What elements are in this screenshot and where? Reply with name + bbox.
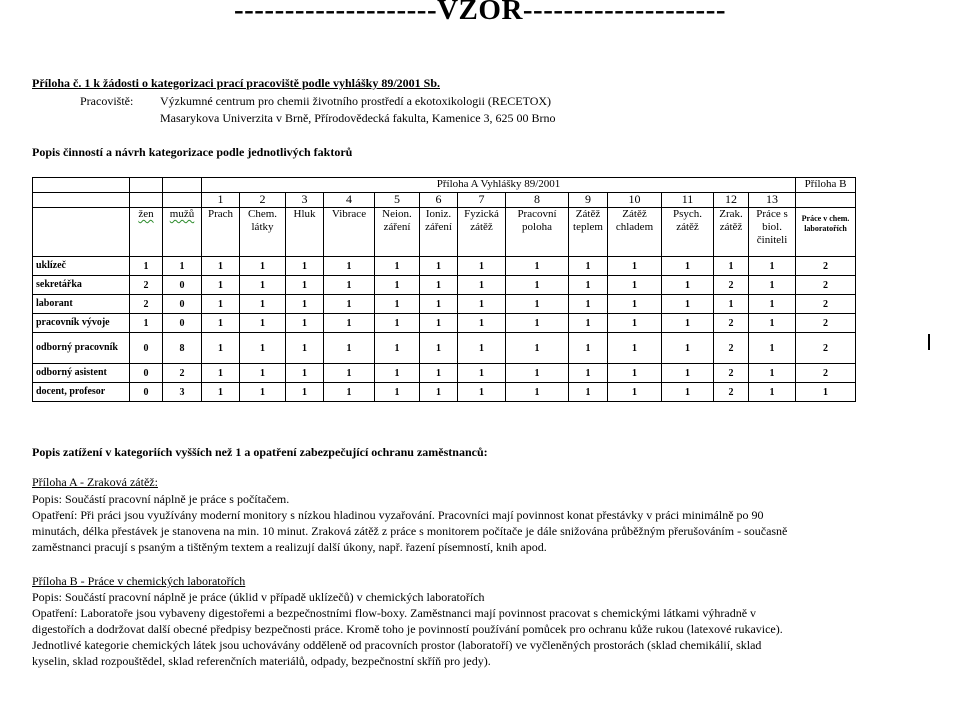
annex-b-cell: 2 bbox=[796, 314, 856, 333]
factor-number: 9 bbox=[569, 193, 608, 208]
table-row bbox=[33, 295, 856, 314]
annex-a-line: Opatření: Při práci jsou využívány moderní monitory s nízkou hladinou vyzařování. Pracovníci mají povinnost konat přestávky v práci minimálně po 90 bbox=[32, 508, 764, 522]
category-cell: 1 bbox=[420, 314, 458, 333]
category-cell: 1 bbox=[506, 314, 569, 333]
category-cell: 1 bbox=[569, 257, 608, 276]
activity-cell: sekretářka bbox=[33, 276, 130, 295]
category-cell: 1 bbox=[506, 257, 569, 276]
categorization-table bbox=[32, 177, 856, 402]
category-cell: 1 bbox=[714, 257, 749, 276]
category-cell: 1 bbox=[749, 276, 796, 295]
annex-b-line: Popis: Součástí pracovní náplně je práce (úklid v případě uklízečů) v chemických laboratořích bbox=[32, 590, 485, 604]
annex-b-title: Příloha B - Práce v chemických laboratořích bbox=[32, 574, 246, 588]
workplace-label: Pracoviště: bbox=[80, 94, 134, 108]
category-cell: 2 bbox=[714, 383, 749, 402]
category-cell: 1 bbox=[569, 364, 608, 383]
category-cell: 1 bbox=[749, 314, 796, 333]
category-cell: 1 bbox=[324, 314, 375, 333]
category-cell: 1 bbox=[420, 364, 458, 383]
annex-b-cell: 2 bbox=[796, 257, 856, 276]
category-cell: 1 bbox=[324, 333, 375, 364]
annex-a-line: minutách, délka přestávek je stanovena na min. 10 minut. Zraková zátěž z práce s monitorem počítače je dále snižována průběžným přerušováním - současně bbox=[32, 524, 788, 538]
document-title: Příloha č. 1 k žádosti o kategorizaci prací pracoviště podle vyhlášky 89/2001 Sb. bbox=[32, 76, 440, 90]
annex-b-cell: 2 bbox=[796, 364, 856, 383]
category-cell: 2 bbox=[714, 276, 749, 295]
category-cell: 1 bbox=[506, 383, 569, 402]
category-cell: 1 bbox=[375, 257, 420, 276]
factor-header: Práce s biol. činiteli bbox=[749, 208, 796, 257]
category-cell: 1 bbox=[458, 295, 506, 314]
header-empty-cell bbox=[33, 193, 130, 208]
factor-number: 4 bbox=[324, 193, 375, 208]
factor-header: Fyzická zátěž bbox=[458, 208, 506, 257]
annex-b-line: Jednotlivé kategorie chemických látek jsou uchovávány odděleně od pracovních prostor (laboratoří) ve vyčleněných prostorách (sklad chemikálií, sklad bbox=[32, 638, 762, 652]
col-header-women: žen bbox=[130, 208, 163, 257]
factor-header: Vibrace bbox=[324, 208, 375, 257]
category-cell: 1 bbox=[202, 295, 240, 314]
category-cell: 1 bbox=[420, 333, 458, 364]
category-cell: 1 bbox=[608, 257, 662, 276]
factor-header: Zátěž chladem bbox=[608, 208, 662, 257]
women-count-cell: 0 bbox=[130, 333, 163, 364]
category-cell: 1 bbox=[375, 314, 420, 333]
factor-number: 3 bbox=[286, 193, 324, 208]
factor-header: Zrak. zátěž bbox=[714, 208, 749, 257]
factor-number: 12 bbox=[714, 193, 749, 208]
category-cell: 1 bbox=[506, 295, 569, 314]
factor-number: 8 bbox=[506, 193, 569, 208]
table-row bbox=[33, 314, 856, 333]
annex-a-line: Popis: Součástí pracovní náplně je práce s počítačem. bbox=[32, 492, 290, 506]
category-cell: 1 bbox=[506, 276, 569, 295]
category-cell: 1 bbox=[324, 383, 375, 402]
workplace-line-2: Masarykova Univerzita v Brně, Přírodovědecká fakulta, Kamenice 3, 625 00 Brno bbox=[160, 111, 556, 125]
table-row bbox=[33, 383, 856, 402]
activity-cell: uklízeč bbox=[33, 257, 130, 276]
category-cell: 1 bbox=[202, 314, 240, 333]
stray-mark bbox=[928, 334, 930, 350]
men-count-cell: 3 bbox=[163, 383, 202, 402]
factor-header: Zátěž teplem bbox=[569, 208, 608, 257]
category-cell: 1 bbox=[286, 333, 324, 364]
table-row bbox=[33, 364, 856, 383]
category-cell: 1 bbox=[749, 364, 796, 383]
category-cell: 1 bbox=[458, 383, 506, 402]
category-cell: 1 bbox=[608, 276, 662, 295]
category-cell: 1 bbox=[240, 295, 286, 314]
category-cell: 1 bbox=[608, 333, 662, 364]
category-cell: 1 bbox=[240, 383, 286, 402]
annex-b-line: digestořích a dodržovat další obecné předpisy bezpečnosti práce. Kromě toho je povinností používání pomůcek pro ochranu kůže rukou (latexové rukavice). bbox=[32, 622, 783, 636]
category-cell: 1 bbox=[202, 333, 240, 364]
category-cell: 2 bbox=[714, 364, 749, 383]
category-cell: 1 bbox=[608, 383, 662, 402]
category-cell: 1 bbox=[458, 333, 506, 364]
annex-a-title: Příloha A - Zraková zátěž: bbox=[32, 475, 158, 489]
category-cell: 1 bbox=[286, 383, 324, 402]
category-cell: 1 bbox=[375, 295, 420, 314]
category-cell: 1 bbox=[286, 257, 324, 276]
category-cell: 1 bbox=[240, 276, 286, 295]
factor-number: 1 bbox=[202, 193, 240, 208]
annex-b-cell: 1 bbox=[796, 383, 856, 402]
category-cell: 1 bbox=[324, 276, 375, 295]
category-cell: 1 bbox=[569, 276, 608, 295]
description-title: Popis zatížení v kategoriích vyšších než 1 a opatření zabezpečující ochranu zaměstnanců: bbox=[32, 445, 488, 459]
factor-header: Ioniz. záření bbox=[420, 208, 458, 257]
header-empty-cell bbox=[130, 178, 163, 193]
category-cell: 1 bbox=[608, 364, 662, 383]
category-cell: 1 bbox=[375, 383, 420, 402]
category-cell: 1 bbox=[420, 383, 458, 402]
table-title: Popis činností a návrh kategorizace podle jednotlivých faktorů bbox=[32, 145, 353, 159]
category-cell: 1 bbox=[608, 295, 662, 314]
factor-number: 11 bbox=[662, 193, 714, 208]
factor-number: 2 bbox=[240, 193, 286, 208]
category-cell: 1 bbox=[662, 295, 714, 314]
category-cell: 1 bbox=[286, 295, 324, 314]
category-cell: 1 bbox=[749, 333, 796, 364]
men-count-cell: 0 bbox=[163, 295, 202, 314]
category-cell: 1 bbox=[608, 314, 662, 333]
table-row bbox=[33, 333, 856, 364]
category-cell: 1 bbox=[458, 364, 506, 383]
category-cell: 1 bbox=[569, 295, 608, 314]
category-cell: 1 bbox=[286, 314, 324, 333]
category-cell: 1 bbox=[569, 333, 608, 364]
header-empty-cell bbox=[33, 178, 130, 193]
category-cell: 1 bbox=[240, 364, 286, 383]
activity-cell: odborný pracovník bbox=[33, 333, 130, 364]
category-cell: 1 bbox=[662, 364, 714, 383]
category-cell: 1 bbox=[324, 295, 375, 314]
category-cell: 1 bbox=[240, 314, 286, 333]
annex-b-cell: 2 bbox=[796, 333, 856, 364]
women-count-cell: 1 bbox=[130, 314, 163, 333]
factor-header: Pracovní poloha bbox=[506, 208, 569, 257]
category-cell: 1 bbox=[749, 383, 796, 402]
activity-cell: laborant bbox=[33, 295, 130, 314]
annex-b-factor-header: Práce v chem. laboratořích bbox=[796, 208, 856, 257]
table-body bbox=[33, 257, 856, 402]
annex-b-cell: 2 bbox=[796, 295, 856, 314]
header-empty-cell bbox=[163, 178, 202, 193]
annex-b-cell: 2 bbox=[796, 276, 856, 295]
women-count-cell: 0 bbox=[130, 364, 163, 383]
table-row bbox=[33, 257, 856, 276]
men-count-cell: 1 bbox=[163, 257, 202, 276]
header-empty-cell bbox=[796, 193, 856, 208]
women-count-cell: 2 bbox=[130, 276, 163, 295]
men-count-cell: 0 bbox=[163, 314, 202, 333]
activity-cell: docent, profesor bbox=[33, 383, 130, 402]
factor-number: 6 bbox=[420, 193, 458, 208]
table-row bbox=[33, 276, 856, 295]
category-cell: 1 bbox=[749, 257, 796, 276]
category-cell: 2 bbox=[714, 314, 749, 333]
factor-header: Chem. látky bbox=[240, 208, 286, 257]
category-cell: 1 bbox=[202, 383, 240, 402]
factor-number: 7 bbox=[458, 193, 506, 208]
women-count-cell: 1 bbox=[130, 257, 163, 276]
workplace-line-1: Výzkumné centrum pro chemii životního prostředí a ekotoxikologii (RECETOX) bbox=[160, 94, 552, 108]
women-count-cell: 0 bbox=[130, 383, 163, 402]
category-cell: 1 bbox=[569, 314, 608, 333]
category-cell: 2 bbox=[714, 333, 749, 364]
men-count-cell: 2 bbox=[163, 364, 202, 383]
factor-header: Psych. zátěž bbox=[662, 208, 714, 257]
table-header-number-row bbox=[33, 193, 856, 208]
annex-b-line: Opatření: Laboratoře jsou vybaveny digestořemi a bezpečnostními flow-boxy. Zaměstnanci mají povinnost pracovat s chemickými látkami výhradně v bbox=[32, 606, 757, 620]
header-empty-cell bbox=[33, 208, 130, 257]
activity-cell: pracovník vývoje bbox=[33, 314, 130, 333]
factor-number: 13 bbox=[749, 193, 796, 208]
category-cell: 1 bbox=[662, 383, 714, 402]
col-header-men: mužů bbox=[163, 208, 202, 257]
category-cell: 1 bbox=[202, 364, 240, 383]
category-cell: 1 bbox=[324, 257, 375, 276]
annex-a-header: Příloha A Vyhlášky 89/2001 bbox=[202, 178, 796, 193]
category-cell: 1 bbox=[324, 364, 375, 383]
factor-number: 10 bbox=[608, 193, 662, 208]
men-count-cell: 0 bbox=[163, 276, 202, 295]
category-cell: 1 bbox=[714, 295, 749, 314]
men-count-cell: 8 bbox=[163, 333, 202, 364]
category-cell: 1 bbox=[420, 257, 458, 276]
table-header-annex-row bbox=[33, 178, 856, 193]
banner-vzor: --------------------VZOR-------------------- bbox=[233, 0, 727, 26]
category-cell: 1 bbox=[420, 276, 458, 295]
category-cell: 1 bbox=[240, 333, 286, 364]
category-cell: 1 bbox=[458, 276, 506, 295]
header-empty-cell bbox=[163, 193, 202, 208]
factor-header: Prach bbox=[202, 208, 240, 257]
activity-cell: odborný asistent bbox=[33, 364, 130, 383]
category-cell: 1 bbox=[749, 295, 796, 314]
category-cell: 1 bbox=[569, 383, 608, 402]
category-cell: 1 bbox=[286, 276, 324, 295]
annex-a-line: zaměstnanci pracují s psaným a tištěným textem a realizují další úkony, např. řazení písemností, knih apod. bbox=[32, 540, 547, 554]
category-cell: 1 bbox=[286, 364, 324, 383]
category-cell: 1 bbox=[240, 257, 286, 276]
category-cell: 1 bbox=[375, 364, 420, 383]
category-cell: 1 bbox=[458, 257, 506, 276]
category-cell: 1 bbox=[202, 257, 240, 276]
factor-number: 5 bbox=[375, 193, 420, 208]
women-count-cell: 2 bbox=[130, 295, 163, 314]
factor-header: Hluk bbox=[286, 208, 324, 257]
category-cell: 1 bbox=[662, 257, 714, 276]
table-header-factor-row bbox=[33, 208, 856, 257]
header-empty-cell bbox=[130, 193, 163, 208]
category-cell: 1 bbox=[662, 276, 714, 295]
category-cell: 1 bbox=[420, 295, 458, 314]
annex-b-header: Příloha B bbox=[796, 178, 856, 193]
category-cell: 1 bbox=[375, 276, 420, 295]
category-cell: 1 bbox=[662, 333, 714, 364]
category-cell: 1 bbox=[506, 364, 569, 383]
category-cell: 1 bbox=[506, 333, 569, 364]
category-cell: 1 bbox=[458, 314, 506, 333]
factor-header: Neion. záření bbox=[375, 208, 420, 257]
annex-b-line: kyselin, sklad rozpouštědel, sklad referenčních materiálů, odpady, bezpečnostní skříň pro jedy). bbox=[32, 654, 491, 668]
category-cell: 1 bbox=[662, 314, 714, 333]
category-cell: 1 bbox=[375, 333, 420, 364]
category-cell: 1 bbox=[202, 276, 240, 295]
